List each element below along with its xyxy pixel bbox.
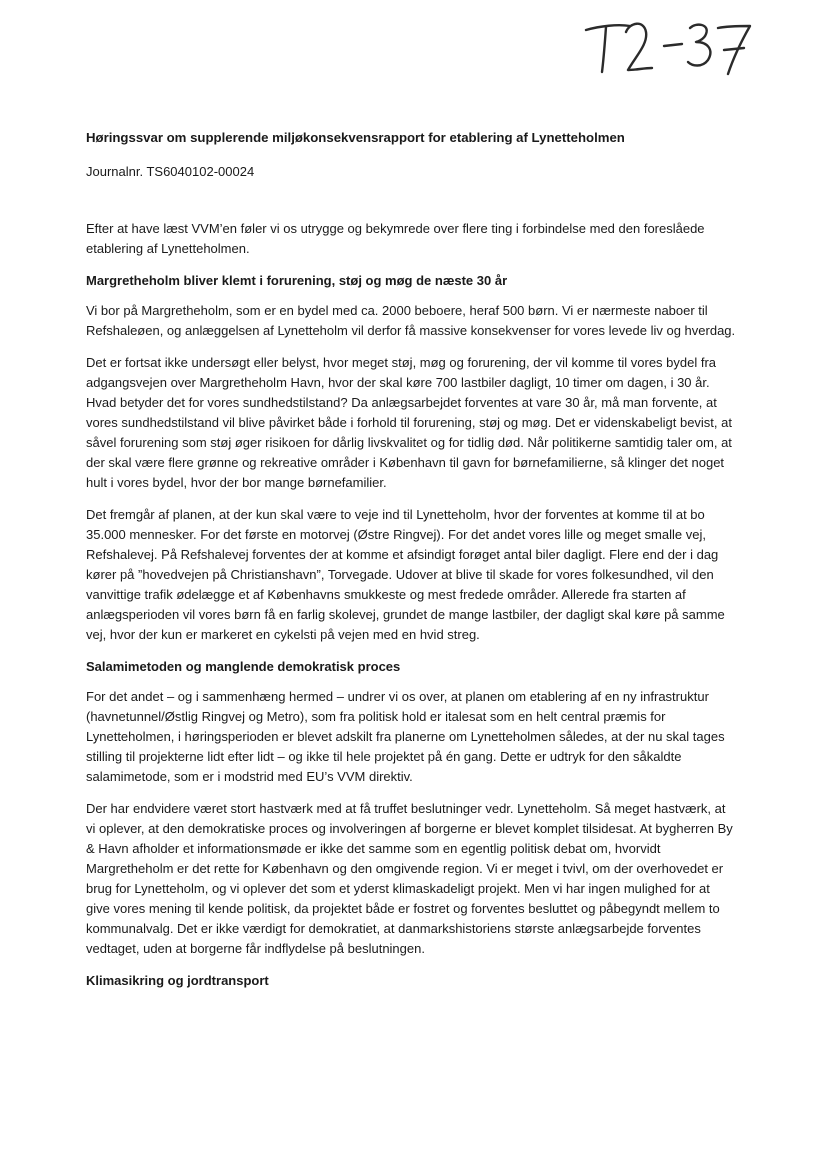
section-heading-3: Klimasikring og jordtransport xyxy=(86,973,269,988)
document-body xyxy=(86,128,736,1001)
document-title: Høringssvar om supplerende miljøkonsekvensrapport for etablering af Lynetteholmen xyxy=(86,130,625,145)
section-2-paragraph-2: Der har endvidere været stort hastværk med at få truffet beslutninger vedr. Lynetteholm. Så meget hastværk, at vi oplever, at den demokratiske proces og involveringen af borgerne er blevet komplet tilsidesat. At bygherren By & Havn afholder et informationsmøde er ikke det samme som en egentlig politisk debat om, hvorvidt Margretheholm er det rette for København og den omgivende region. Vi er meget i tvivl, om der overhovedet er brug for Lynetteholm, og vi oplever det som et yderst klimaskadeligt projekt. Men vi har ingen mulighed for at give vores mening til kende politisk, da projektet både er fostret og forventes besluttet og påbegyndt mellem to kommunalvalg. Det er ikke værdigt for demokratiet, at danmarkshistoriens største anlægsarbejde forventes vedtaget, uden at borgerne får indflydelse på beslutningen. xyxy=(86,801,733,956)
handwritten-annotation xyxy=(578,8,758,78)
journal-number: Journalnr. TS6040102-00024 xyxy=(86,164,255,179)
section-heading-2: Salamimetoden og manglende demokratisk proces xyxy=(86,659,401,674)
section-1-paragraph-2: Det er fortsat ikke undersøgt eller belyst, hvor meget støj, møg og forurening, der vil komme til vores bydel fra adgangsvejen over Margretheholm Havn, hvor der skal køre 700 lastbiler dagligt, 10 timer om dagen, i 30 år. Hvad betyder det for vores sundhedstilstand? Da anlægsarbejdet forventes at vare 30 år, må man forvente, at vores sundhedstilstand vil blive påvirket både i forhold til forurening, støj og møg. Det er videnskabeligt bevist, at såvel forurening som støj øger risikoen for dårlig livskvalitet og for tidlig død. Når politikerne samtidig taler om, at der skal være flere grønne og rekreative områder i København til gavn for børnefamilierne, så klinger det noget hult i vores bydel, hvor der bor mange børnefamilier. xyxy=(86,355,732,490)
section-heading-1: Margretheholm bliver klemt i forurening, støj og møg de næste 30 år xyxy=(86,273,508,288)
intro-paragraph: Efter at have læst VVM’en føler vi os utrygge og bekymrede over flere ting i forbindelse med den foreslåede etablering af Lynetteholmen. xyxy=(86,221,705,256)
section-1-paragraph-1: Vi bor på Margretheholm, som er en bydel med ca. 2000 beboere, heraf 500 børn. Vi er nærmeste naboer til Refshaleøen, og anlæggelsen af Lynetteholm vil derfor få massive konsekvenser for vores levede liv og hverdag. xyxy=(86,303,736,338)
section-2-paragraph-1: For det andet – og i sammenhæng hermed – undrer vi os over, at planen om etablering af en ny infrastruktur (havnetunnel/Østlig Ringvej og Metro), som fra politisk hold er italesat som en helt central præmis for Lynetteholmen, i høringsperioden er blevet adskilt fra planerne om Lynetteholmen således, at der nu skal tages stilling til projekterne lidt efter lidt – og ikke til hele projektet på én gang. Dette er udtryk for den såkaldte salamimetode, som er i modstrid med EU’s VVM direktiv. xyxy=(86,689,725,784)
handwritten-mark-drawing xyxy=(578,8,758,78)
section-1-paragraph-3: Det fremgår af planen, at der kun skal være to veje ind til Lynetteholm, hvor der forventes at komme til at bo 35.000 mennesker. For det første en motorvej (Østre Ringvej). For det andet vores lille og meget smalle vej, Refshalevej. På Refshalevej forventes der at komme et afsindigt forøget antal biler dagligt. Flere end der i dag kører på ”hovedvejen på Christianshavn”, Torvegade. Udover at blive til skade for vores folkesundhed, vil den vanvittige trafik ødelægge et af Københavns smukkeste og mest fredede områder. Allerede fra starten af anlægsperioden vil vores børn få en farlig skolevej, grundet de mange lastbiler, der dagligt skal køre på samme vej, hvor der kun er markeret en cykelsti på vejen med en hvid streg. xyxy=(86,507,725,642)
